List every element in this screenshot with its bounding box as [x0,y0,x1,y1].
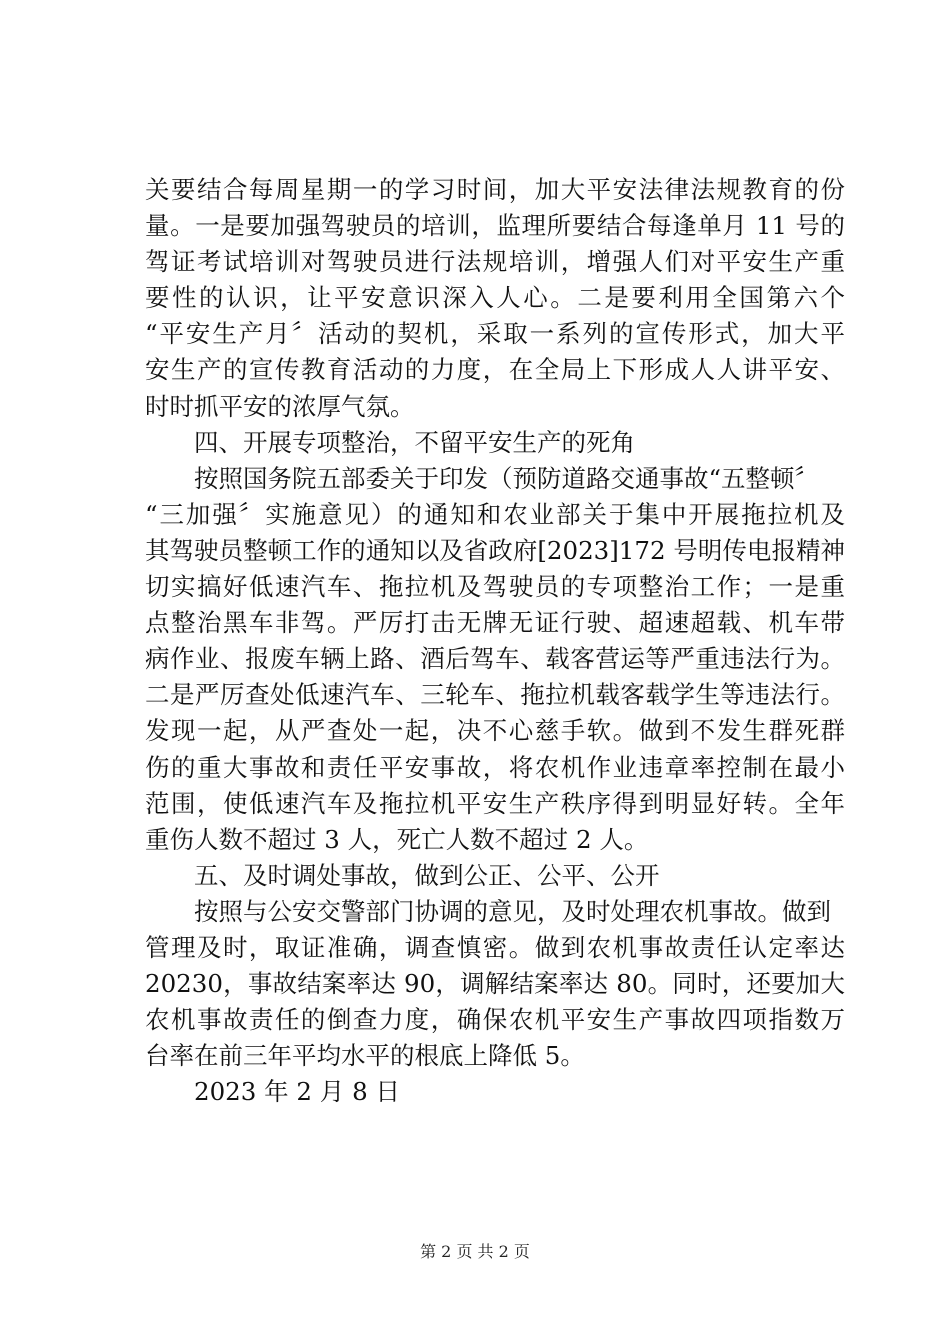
text-line: 按照与公安交警部门协调的意见，及时处理农机事故。做到 [194,896,831,926]
text-line: 伤的重大事故和责任平安事故，将农机作业违章率控制在最小 [145,752,845,782]
text-line: 20230，事故结案率达 90，调解结案率达 80。同时，还要加大 [145,969,845,999]
text-line: 台率在前三年平均水平的根底上降低 5。 [145,1041,585,1071]
section-heading: 五、及时调处事故，做到公正、公平、公开 [194,860,660,890]
text-line: 其驾驶员整顿工作的通知以及省政府[2023]172 号明传电报精神 [145,535,845,565]
text-line: 关要结合每周星期一的学习时间，加大平安法律法规教育的份 [145,175,845,204]
text-line: 农机事故责任的倒查力度，确保农机平安生产事故四项指数万 [145,1005,845,1035]
text-line: 驾证考试培训对驾驶员进行法规培训，增强人们对平安生产重 [145,247,845,277]
text-line: 病作业、报废车辆上路、酒后驾车、载客营运等严重违法行为。 [145,644,845,674]
text-line: 量。一是要加强驾驶员的培训，监理所要结合每逢单月 11 号的 [145,211,845,241]
text-line: 点整治黑车非驾。严厉打击无牌无证行驶、超速超载、机车带 [145,608,845,638]
text-line: 按照国务院五部委关于印发（预防道路交通事故“五整顿〞 [194,463,820,493]
text-line: 时时抓平安的浓厚气氛。 [145,391,415,421]
text-line: 切实搞好低速汽车、拖拉机及驾驶员的专项整治工作；一是重 [145,572,845,602]
text-line: 要性的认识，让平安意识深入人心。二是要利用全国第六个 [145,283,845,313]
text-line: 重伤人数不超过 3 人，死亡人数不超过 2 人。 [145,824,649,854]
text-line: 安生产的宣传教育活动的力度，在全局上下形成人人讲平安、 [145,355,845,385]
section-heading: 四、开展专项整治，不留平安生产的死角 [194,427,635,457]
document-body [145,172,845,1110]
text-line: “三加强〞实施意见）的通知和农业部关于集中开展拖拉机及 [145,499,845,529]
text-line: “平安生产月〞活动的契机，采取一系列的宣传形式，加大平 [145,319,845,349]
page-footer: 第 2 页 共 2 页 [420,1242,530,1261]
text-line: 范围，使低速汽车及拖拉机平安生产秩序得到明显好转。全年 [145,788,845,818]
document-date: 2023 年 2 月 8 日 [194,1077,400,1107]
text-line: 二是严厉查处低速汽车、三轮车、拖拉机载客载学生等违法行。 [145,680,845,710]
text-line: 管理及时，取证准确，调查慎密。做到农机事故责任认定率达 [145,932,845,962]
text-line: 发现一起，从严查处一起，决不心慈手软。做到不发生群死群 [145,716,845,746]
